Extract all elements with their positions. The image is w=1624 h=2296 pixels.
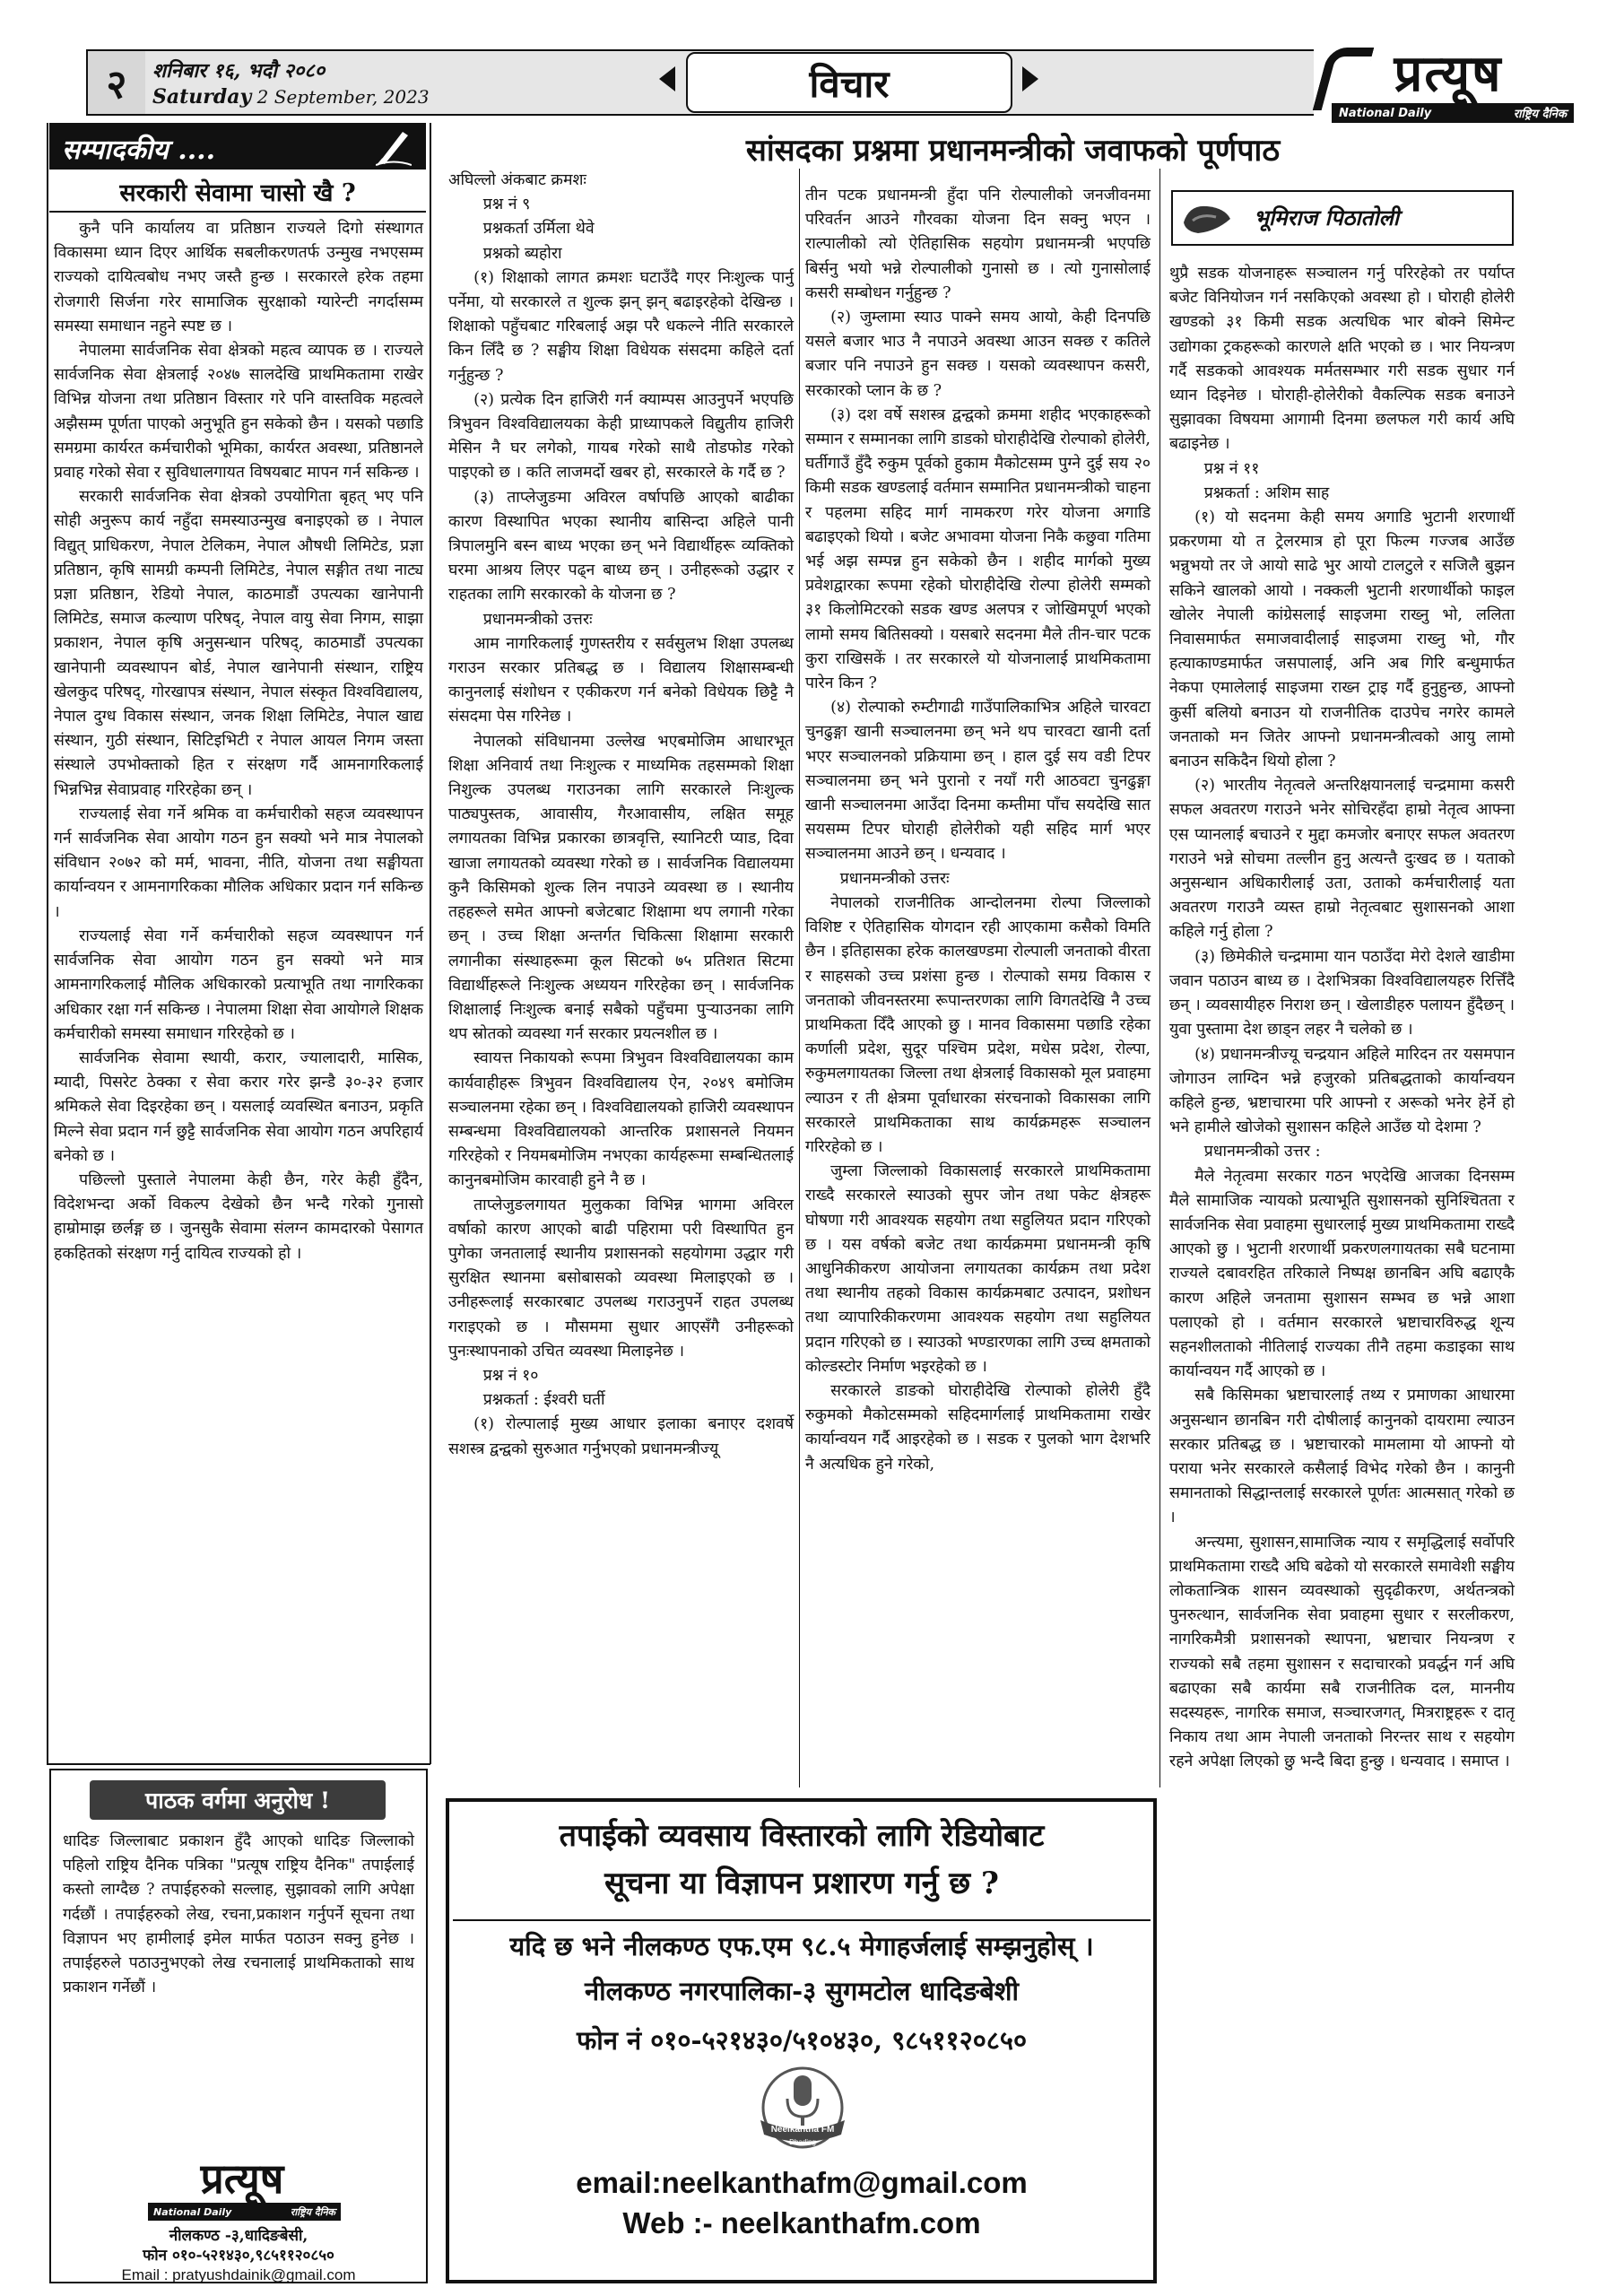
article-paragraph: (१) शिक्षाको लागत क्रमशः घटाउँदै गएर निःशुल्क पार्नु पर्नेमा, यो सरकारले त शुल्क झन् झन् बढाइरहेको देखिन्छ । शिक्षाको पहुँचबाट गरिबलाई अझ परै धकल्ने नीति सरकारले किन लिँदै छ ? सङ्घीय शिक्षा विधेयक संसदमा कहिले दर्ता गर्नुहुन्छ ? <box>448 268 794 385</box>
article-paragraph: मैले नेतृत्वमा सरकार गठन भएदेखि आजका दिनसम्म मैले सामाजिक न्यायको प्रत्याभूति सुशासनको सुनिश्चितता र सार्वजनिक सेवा प्रवाहमा सुधारलाई मुख्य प्राथमिकतामा राख्दै आएको छु । भुटानी शरणार्थी प्रकरणलगायतका सबै घटनामा राज्यले दबावरहित तरिकाले निष्पक्ष छानबिन अघि बढाएकै कारण अहिले जनतामा सुशासन सम्भव छ भन्ने आशा पलाएको हो । वर्तमान सरकारले भ्रष्टाचारविरुद्ध शून्य सहनशीलताको नीतिलाई राज्यका तीनै तहमा कडाइका साथ कार्यान्वयन गर्दै आएको छ । <box>1169 1167 1515 1381</box>
date-box <box>145 49 432 116</box>
article-paragraph: नेपालको राजनीतिक आन्दोलनमा रोल्पा जिल्लाको विशिष्ट र ऐतिहासिक योगदान रही आएकामा कसैको विमति छैन । इतिहासका हरेक कालखण्डमा रोल्पाली जनताको वीरता र साहसको उच्च प्रशंसा हुन्छ । रोल्पाको समग्र विकास र जनताको जीवनस्तरमा रूपान्तरणका लागि विगतदेखि नै उच्च प्राथमिकता दिँदै आएको छु । मानव विकासमा पछाडि रहेका कर्णाली प्रदेश, सुदूर पश्चिम प्रदेश, मधेस प्रदेश, रोल्पा, रुकुमलगायतका जिल्ला तथा क्षेत्रलाई विकासको मूल प्रवाहमा ल्याउन र ती क्षेत्रमा पूर्वाधारका संरचनाको विकासका लागि सरकारले प्राथमिकताका साथ कार्यक्रमहरू सञ्चालन गरिरहेको छ । <box>805 893 1151 1156</box>
editorial-paragraph: राज्यलाई सेवा गर्ने श्रमिक वा कर्मचारीको सहज व्यवस्थापन गर्न सार्वजनिक सेवा आयोग गठन हुन सक्यो भने मात्र नेपालको संविधान २०७२ को मर्म, भावना, नीति, योजना तथा सङ्घीयता कार्यान्वयन र आमनागरिकका मौलिक अधिकार प्रदान गर्न सकिन्छ । <box>54 804 423 921</box>
footer-phone: फोन ०१०-५२१४३०,९८५११२०८५० <box>143 2247 334 2265</box>
article-paragraph: प्रश्न नं १० <box>482 1366 539 1385</box>
date-english <box>152 85 430 109</box>
article-paragraph: प्रश्नकर्ता : अशिम साह <box>1203 483 1330 502</box>
ad-line-2: सूचना या विज्ञापन प्रशारण गर्नु छ ? <box>604 1866 999 1901</box>
article-paragraph: अन्त्यमा, सुशासन,सामाजिक न्याय र समृद्धिलाई सर्वोपरि प्राथमिकतामा राख्दै अघि बढेको यो सरकारले समावेशी सङ्घीय लोकतान्त्रिक शासन व्यवस्थाको सुदृढीकरण, अर्थतन्त्रको पुनरुत्थान, सार्वजनिक सेवा प्रवाहमा सुधार र सरलीकरण, नागरिकमैत्री प्रशासनको स्थापना, भ्रष्टाचार नियन्त्रण र राज्यको सबै तहमा सुशासन र सदाचारको प्रवर्द्धन गर्न अघि बढाएका सबै कार्यमा सबै राजनीतिक दल, माननीय सदस्यहरू, नागरिक समाज, सञ्चारजगत्, मित्रराष्ट्रहरू र दातृ निकाय तथा आम नेपाली जनताको निरन्तर साथ र सहयोग रहने अपेक्षा लिएको छु भन्दै बिदा हुन्छु । धन्यवाद । समाप्त । <box>1169 1533 1515 1771</box>
author-box <box>1171 190 1514 246</box>
editorial-left-rule <box>47 123 48 1764</box>
article-paragraph: (४) प्रधानमन्त्रीज्यू चन्द्रयान अहिले मारिदन तर यसमपान जोगाउन लाग्दिन भन्ने हजुरको प्रतिबद्धताको कार्यान्वयन कहिले हुन्छ, भ्रष्टाचारमा परि आफ्नो र अरूको भनेर हेर्ने हो भने हामीले खोजेको सुशासन कहिले आउँछ यो देशमा ? <box>1169 1045 1515 1137</box>
editorial-paragraph: नेपालमा सार्वजनिक सेवा क्षेत्रको महत्व व्यापक छ । राज्यले सार्वजनिक सेवा क्षेत्रलाई २०४७ सालदेखि प्राथमिकतामा राखेर विभिन्न योजना तथा प्रतिष्ठान विस्तार गरे पनि वास्तविक महत्वले अझैसम्म पूर्णता पाएको अनुभूति हुन सकेको छैन । यसको पछाडि समग्रमा कार्यरत कर्मचारीको भूमिका, कार्यरत अवस्था, प्रतिष्ठानले प्रवाह गरेको सेवा र सुविधालगायत विषयबाट मापन गर्न सकिन्छ । <box>54 342 423 483</box>
article-paragraph: (१) रोल्पालाई मुख्य आधार इलाका बनाएर दशवर्षे सशस्त्र द्वन्द्वको सुरुआत गर्नुभएको प्रधानमन्त्रीज्यू <box>448 1415 794 1458</box>
article-paragraph: प्रश्नको ब्यहोरा <box>482 244 562 263</box>
ad-divider <box>453 1919 1151 1921</box>
article-paragraph: जुम्ला जिल्लाको विकासलाई सरकारले प्राथमिकतामा राख्दै सरकारले स्याउको सुपर जोन तथा पकेट क्षेत्रहरू घोषणा गरी आवश्यक सहयोग तथा सहुलियत प्रदान गरिएको छ । यस वर्षको बजेट तथा कार्यक्रममा प्रधानमन्त्री कृषि आधुनिकीकरण आयोजना लगायतका कार्यक्रम तथा प्रदेश तथा स्थानीय तहको विकास कार्यक्रमबाट उत्पादन, प्रशोधन तथा व्यापारिकीकरणमा आवश्यक सहयोग तथा सहुलियत प्रदान गरिएको छ । स्याउको भण्डारणका लागि उच्च क्षमताको कोल्डस्टोर निर्माण भइरहेको छ । <box>805 1162 1151 1376</box>
radio-logo-name: Neelkantha FM <box>770 2125 835 2135</box>
logo-text: प्रत्यूष <box>1394 44 1503 103</box>
ad-line-1: तपाईको व्यवसाय विस्तारको लागि रेडियोबाट <box>559 1818 1045 1854</box>
editorial-paragraph: कुनै पनि कार्यालय वा प्रतिष्ठान राज्यले दिगो संस्थागत विकासमा ध्यान दिएर आर्थिक सबलीकरणतर्फ उन्मुख नभएसम्म राज्यको दायित्वबोध नभए जस्तै हुन्छ । सरकारले हरेक तहमा रोजगारी सिर्जना गरेर सामाजिक सुरक्षाको ग्यारेन्टी नगर्दासम्म समस्या समाधान नहुने स्पष्ट छ । <box>54 220 423 335</box>
footer-logo-tagline <box>148 2203 341 2221</box>
article-paragraph: (३) ताप्लेजुङमा अविरल वर्षापछि आएको बाढीका कारण विस्थापित भएका स्थानीय बासिन्दा अहिले पानी त्रिपालमुनि बस्न बाध्य भएका छन् भने विद्यार्थीहरू व्यक्तिको घरमा आश्रय लिएर पढ्न बाध्य छन् । उनीहरूको उद्धार र राहतका लागि सरकारको के योजना छ ? <box>448 488 794 604</box>
editorial-title-rule <box>49 211 426 213</box>
radio-logo <box>735 2063 870 2152</box>
article-paragraph: नेपालको संविधानमा उल्लेख भएबमोजिम आधारभूत शिक्षा अनिवार्य तथा निःशुल्क र माध्यमिक तहसम्मको शिक्षा निशुल्क उपलब्ध गराउनका लागि सरकारले निःशुल्क पाठ्यपुस्तक, आवासीय, गैरआवासीय, लक्षित समूह लगायतका विभिन्न प्रकारका छात्रवृत्ति, स्यानिटरी प्याड, दिवा खाजा लगायतको व्यवस्था गरेको छ । सार्वजनिक विद्यालयमा कुनै किसिमको शुल्क लिन नपाउने व्यवस्था छ । स्थानीय तहहरूले समेत आफ्नो बजेटबाट शिक्षामा थप लगानी गरेका छन् । उच्च शिक्षा अन्तर्गत चिकित्सा शिक्षामा सरकारी लगानीका संस्थाहरूमा कूल सिटको ७५ प्रतिशत सिटमा विद्यार्थीहरूले निःशुल्क अध्ययन गरिरहेका छन् । सार्वजनिक शिक्षालाई निःशुल्क बनाई सबैको पहुँचमा पुर्‍याउनका लागि थप स्रोतको व्यवस्था गर्न सरकार प्रयत्नशील छ । <box>448 732 794 1044</box>
article-paragraph: स्वायत्त निकायको रूपमा त्रिभुवन विश्वविद्यालयका काम कार्यवाहीहरू त्रिभुवन विश्वविद्यालय ऐन, २०४९ बमोजिम सञ्चालनमा रहेका छन् । विश्वविद्यालयको हाजिरी व्यवस्थापन सम्बन्धमा विश्वविद्यालयको आन्तरिक प्रशासनले नियमन गरिरहेको र नियमबमोजिम नभएका कार्यहरूमा सम्बन्धितलाई कानुनबमोजिम कारवाही हुने नै छ । <box>448 1049 794 1190</box>
article-paragraph: थुप्रै सडक योजनाहरू सञ्चालन गर्नु परिरहेको तर पर्याप्त बजेट विनियोजन गर्न नसकिएको अवस्था हो । घोराही होलेरी खण्डको ३१ किमी सडक अत्यधिक भार बोक्ने सिमेन्ट उद्योगका ट्रकहरूको कारणले क्षति भएको छ । भार नियन्त्रण गर्दै सडकको आवश्यक मर्मतसम्भार गरी सडक सुधार गर्न ध्यान दिइनेछ । घोराही-होलेरीको वैकल्पिक सडक बनाउने सुझावका विषयमा आगामी दिनमा छलफल गरी कार्य अघि बढाइनेछ । <box>1169 265 1515 454</box>
date-nepali: शनिबार १६, भदौ २०८० <box>152 59 326 83</box>
article-paragraph: प्रश्नकर्ता : ईश्वरी घर्ती <box>482 1391 605 1410</box>
date-day: Saturday <box>152 85 252 109</box>
date-full: 2 September, 2023 <box>256 86 430 108</box>
logo-tagline <box>1332 103 1574 123</box>
editorial-paragraph: पछिल्लो पुस्ताले नेपालमा केही छैन, गरेर केही हुँदैन, विदेशभन्दा अर्को विकल्प देखेको छैन भन्दै गरेको गुनासो हाम्रोमाझ छर्लङ्ग छ । जुनसुकै सेवामा संलग्न कामदारको पेसागत हकहितको संरक्षण गर्नु दायित्व राज्यको हो । <box>54 1170 423 1263</box>
footer-logo-np: राष्ट्रिय दैनिक <box>290 2205 335 2218</box>
article-paragraph: प्रश्नकर्ता उर्मिला थेवे <box>482 220 595 239</box>
reader-request-title: पाठक वर्गमा अनुरोध ! <box>90 1780 386 1820</box>
ad-line-3: यदि छ भने नीलकण्ठ एफ.एम ९८.५ मेगाहर्जलाई सम्झनुहोस् । <box>509 1931 1094 1961</box>
editorial-paragraph: सार्वजनिक सेवामा स्थायी, करार, ज्यालादारी, मासिक, म्यादी, पिसरेट ठेक्का र सेवा करार गरेर झन्डै ३०-३२ हजार श्रमिकले सेवा दिइरहेका छन् । यसलाई व्यवस्थित बनाउन, प्रकृति मिल्ने सेवा प्रदान गर्न छुट्टै सार्वजनिक सेवा आयोग गठन अपरिहार्य बनेको छ । <box>54 1048 423 1165</box>
ad-line-4: नीलकण्ठ नगरपालिका-३ सुगमटोल धादिङबेशी <box>584 1976 1020 2006</box>
pen-icon <box>376 126 412 166</box>
article-column-1 <box>448 169 794 1462</box>
author-name: भूमिराज पिठातोली <box>1254 204 1400 230</box>
article-paragraph: (३) छिमेकीले चन्द्रमामा यान पठाउँदा मेरो देशले खाडीमा जवान पठाउन बाध्य छ । देशभित्रका विश्वविद्यालयहरु रित्तिँदै छन् । व्यवसायीहरु निराश छन् । खेलाडीहरु पलायन हुँदैछन् । युवा पुस्तामा देश छाड्न लहर नै चलेको छ । <box>1169 947 1515 1039</box>
article-paragraph: (२) भारतीय नेतृत्वले अन्तरिक्षयानलाई चन्द्रमामा कसरी सफल अवतरण गराउने भनेर सोचिरहँदा हाम्रो नेतृत्व आफ्ना एस प्यानलाई बचाउने र मुद्दा कमजोर बनाएर सफल अवतरण गराउने भन्ने सोचमा तल्लीन हुनु अत्यन्तै दुःखद छ । यताको अनुसन्धान अधिकारीलाई उता, उताको कर्मचारीलाई यता अवतरण गराउनै व्यस्त हाम्रो नेतृत्वबाट सुशासनको आशा कहिले गर्नु होला ? <box>1169 777 1515 942</box>
footer-logo <box>139 2152 345 2224</box>
ad-phone: फोन नं ०१०-५२१४३०/५१०४३०, ९८५११२०८५० <box>576 2025 1028 2056</box>
article-paragraph: प्रधानमन्त्रीको उत्तरः <box>839 869 950 888</box>
reader-request-text: धादिङ जिल्लाबाट प्रकाशन हुँदै आएको धादिङ जिल्लाको पहिलो राष्ट्रिय दैनिक पत्रिका "प्रत्यूष राष्ट्रिय दैनिक" तपाईलाई कस्तो लाग्दैछ ? तपाईहरुको सल्लाह, सुझावको लागि अपेक्षा गर्दछौं । तपाईहरुको लेख, रचना,प्रकाशन गर्नुपर्ने सूचना तथा विज्ञापन भए हामीलाई इमेल मार्फत पठाउन सक्नु हुनेछ । तपाईहरुले पठाउनुभएको लेख रचनालाई प्राथमिकताको साथ प्रकाशन गर्नेछौं । <box>63 1832 414 1997</box>
article-paragraph: ताप्लेजुङलगायत मुलुकका विभिन्न भागमा अविरल वर्षाको कारण आएको बाढी पहिरामा परी विस्थापित हुन पुगेका जनतालाई स्थानीय प्रशासनको सहयोगमा उद्धार गरी सुरक्षित स्थानमा बसोबासको व्यवस्था मिलाइएको छ । उनीहरूलाई सरकारबाट उपलब्ध गराउनुपर्ने राहत उपलब्ध गराइएको छ । मौसममा सुधार आएसँगै उनीहरूको पुनःस्थापनाको उचित व्यवस्था मिलाइनेछ । <box>448 1196 794 1361</box>
author-photo <box>1180 196 1234 239</box>
editorial-paragraph: राज्यलाई सेवा गर्ने कर्मचारीको सहज व्यवस्थापन गर्न सार्वजनिक सेवा आयोग गठन हुन सक्यो भने मात्र आमनागरिकलाई मौलिक अधिकारको प्रत्याभूति तथा नागरिकका अधिकार रक्षा गर्न सकिन्छ । नेपालमा शिक्षा सेवा आयोगले शिक्षक कर्मचारीको समस्या समाधान गरिरहेको छ । <box>54 926 423 1043</box>
editorial-body <box>54 217 423 1266</box>
footer-address <box>49 2226 428 2285</box>
ad-website[interactable]: Web :- neelkanthafm.com <box>622 2206 981 2239</box>
column-rule-2 <box>1159 169 1160 1787</box>
footer-address-line: नीलकण्ठ -३,धादिङबेसी, <box>169 2227 308 2245</box>
masthead-logo <box>1314 40 1583 126</box>
article-paragraph: (४) रोल्पाको रुम्टीगाढी गाउँपालिकाभित्र अहिले चारवटा चुनढुङ्गा खानी सञ्चालनमा छन् भने थप चारवटा खानी दर्ता भएर सञ्चालनको प्रक्रियामा छन् । हाल दुई सय वडी टिपर सञ्चालनमा छन् भने पुरानो र नयाँ गरी आठवटा चुनढुङ्गा खानी सञ्चालनमा आउँदा दिनमा कम्तीमा पाँच सयदेखि सात सयसम्म टिपर घोराही होलेरीको यही सहिद मार्ग भएर सञ्चालनमा आउने छन् । धन्यवाद । <box>805 699 1151 864</box>
page-number: २ <box>86 49 147 116</box>
editorial-paragraph: सरकारी सार्वजनिक सेवा क्षेत्रको उपयोगिता बृहत् भए पनि सोही अनुरूप कार्य नहुँदा समस्याउन्मुख बनाइएको छ । नेपाल विद्युत् प्राधिकरण, नेपाल टेलिकम, नेपाल औषधी लिमिटेड, प्रज्ञा प्रतिष्ठान, कृषि सामग्री कम्पनी लिमिटेड, नेपाल सङ्गीत तथा नाट्य प्रज्ञा प्रतिष्ठान, रेडियो नेपाल, काठमाडौं उपत्यका खानेपानी लिमिटेड, समाज कल्याण परिषद्, नेपाल वायु सेवा निगम, साझा प्रकाशन, नेपाल कृषि अनुसन्धान परिषद्, काठमाडौं उपत्यका खानेपानी व्यवस्थापन बोर्ड, नेपाल खानेपानी संस्थान, राष्ट्रिय खेलकुद परिषद्, गोरखापत्र संस्थान, नेपाल संस्कृत विश्वविद्यालय, नेपाल दुग्ध विकास संस्थान, जनक शिक्षा लिमिटेड, नेपाल खाद्य संस्थान, गुठी संस्थान, सिटिइभिटी र नेपाल आयल निगम जस्ता संस्थाले उपभोक्ताको हित र संरक्षण गर्दै आमनागरिकलाई भिन्नभिन्न सेवाप्रवाह गरिरहेका छन् । <box>54 488 423 799</box>
section-title: विचार <box>686 52 1012 113</box>
article-paragraph: (२) प्रत्येक दिन हाजिरी गर्न क्याम्पस आउनुपर्ने भएपछि त्रिभुवन विश्वविद्यालयका केही प्राध्यापकले विद्युतीय हाजिरी मेसिन नै घर लगेको, गायब गरेको साथै तोडफोड गरेको पाइएको छ । कति लाजमर्दो खबर हो, सरकारले के गर्दै छ ? <box>448 390 794 483</box>
article-column-2 <box>805 184 1151 1477</box>
editorial-banner <box>49 123 426 170</box>
article-paragraph: सबै किसिमका भ्रष्टाचारलाई तथ्य र प्रमाणका आधारमा अनुसन्धान छानबिन गरी दोषीलाई कानुनको दायरामा ल्याउन सरकार प्रतिबद्ध छ । भ्रष्टाचारको मामलामा यो आफ्नो यो पराया भनेर सरकारले कसैलाई विभेद गरेको छैन । कानुनी समानताको सिद्धान्तलाई सरकारले पूर्णतः आत्मसात् गरेको छ । <box>1169 1387 1515 1527</box>
article-paragraph: अघिल्लो अंकबाट क्रमशः <box>448 171 586 189</box>
triangle-right-icon <box>1022 66 1038 91</box>
article-paragraph: सरकारले डाङको घोराहीदेखि रोल्पाको होलेरी हुँदै रुकुमको मैकोटसम्मको सहिदमार्गलाई प्राथमिकतामा राखेर कार्यान्वयन गर्दै आइरहेको छ । सडक र पुलको भाग देशभरि नै अत्यधिक हुने गरेको, <box>805 1381 1151 1474</box>
logo-tagline-np: राष्ट्रिय दैनिक <box>1513 108 1567 121</box>
article-paragraph: (२) जुम्लामा स्याउ पाक्ने समय आयो, केही दिनपछि यसले बजार भाउ नै नपाउने अवस्था आउन सक्छ र कतिले बजार पनि नपाउने हुन सक्छ । यसको व्यवस्थापन कसरी, सरकारको प्लान के छ ? <box>805 309 1151 400</box>
article-headline: सांसदका प्रश्नमा प्रधानमन्त्रीको जवाफको पूर्णपाठ <box>745 133 1281 169</box>
article-paragraph: (१) यो सदनमा केही समय अगाडि भुटानी शरणार्थी प्रकरणमा यो त ट्रेलरमात्र हो पूरा फिल्म गज्जब आउँछ भन्नुभयो तर जे आयो साढे भुर आयो टालटुले र सजिलै बुझन सकिने खालको आयो । नक्कली भुटानी शरणार्थीको फाइल खोलेर नेपाली कांग्रेसलाई साइजमा राख्नु भो, ललिता निवासमार्फत समाजवादीलाई साइजमा राख्नु भो, गौर हत्याकाण्डमार्फत जसपालाई, अनि अब गिरि बन्धुमार्फत नेकपा एमालेलाई साइजमा राख्न ट्राइ गर्दै हुनुहुन्छ, आफ्नो कुर्सी बलियो बनाउन यो राजनीतिक दाउपेच नगरेर कामले जनताको मन जितेर आफ्नो प्रधानमन्त्रीत्वको आयु लामो बनाउन सकिदैन थियो होला ? <box>1169 509 1515 771</box>
footer-logo-text: प्रत्यूष <box>200 2153 284 2203</box>
editorial-title: सरकारी सेवामा चासो खै ? <box>119 179 356 207</box>
column-rule-1 <box>799 169 800 1787</box>
article-paragraph: प्रश्न नं ११ <box>1203 459 1260 478</box>
editorial-bottom-rule <box>47 1763 430 1765</box>
article-paragraph: प्रश्न नं ९ <box>482 196 531 214</box>
article-paragraph: प्रधानमन्त्रीको उत्तर : <box>1203 1143 1321 1161</box>
footer-email: Email : pratyushdainik@gmail.com <box>121 2266 356 2283</box>
article-paragraph: प्रधानमन्त्रीको उत्तरः <box>482 610 593 629</box>
article-paragraph: आम नागरिकलाई गुणस्तरीय र सर्वसुलभ शिक्षा उपलब्ध गराउन सरकार प्रतिबद्ध छ । विद्यालय शिक्षासम्बन्धी कानुनलाई संशोधन र एकीकरण गर्न बनेको विधेयक छिट्टै नै संसदमा पेस गरिनेछ । <box>448 634 794 726</box>
triangle-left-icon <box>659 66 675 91</box>
article-paragraph: (३) दश वर्षे सशस्त्र द्वन्द्वको क्रममा शहीद भएकाहरूको सम्मान र सम्मानका लागि डाडको घोराहीदेखि रोल्पाको होलेरी, घर्तीगाउँ हुँदै रुकुम पूर्वको हुकाम मैकोटसम्म पुग्ने दुई सय २० किमी सडक खण्डलाई वर्तमान सम्मानित प्रधानमन्त्रीको चाहना र पहलमा सहिद मार्ग नामकरण गरेर योजना अगाडि बढाइएको थियो । बजेट अभावमा योजना निकै कछुवा गतिमा भई अझ सम्पन्न हुन सकेको छैन । शहीद मार्गको मुख्य प्रवेशद्वारका रूपमा रहेको घोराहीदेखि रोल्पा होलेरी सम्मको ३१ किलोमिटरको सडक खण्ड अलपत्र र जोखिमपूर्ण भएको लामो समय बितिसक्यो । यसबारे सदनमा मैले तीन-चार पटक कुरा राखिसकें । तर सरकारले यो योजनालाई प्राथमिकतामा पारेन किन ? <box>805 405 1151 693</box>
logo-tagline-en: National Daily <box>1339 106 1432 120</box>
article-paragraph: तीन पटक प्रधानमन्त्री हुँदा पनि रोल्पालीको जनजीवनमा परिवर्तन आउने गौरवका योजना दिन सक्नु भएन । राल्पालीको त्यो ऐतिहासिक सहयोग प्रधानमन्त्री भएपछि बिर्सनु भयो भन्ने रोल्पालीको गुनासो छ । त्यो गुनासोलाई कसरी सम्बोधन गर्नुहुन्छ ? <box>805 187 1151 302</box>
ad-email[interactable]: email:neelkanthafm@gmail.com <box>576 2166 1028 2199</box>
editorial-banner-label: सम्पादकीय .... <box>62 135 216 166</box>
article-column-3 <box>1169 262 1515 1775</box>
radio-logo-location: Dhading <box>789 2138 816 2146</box>
footer-logo-en: National Daily <box>153 2205 232 2218</box>
editorial-column-rule <box>430 123 431 1764</box>
reader-request-body <box>63 1830 414 2000</box>
